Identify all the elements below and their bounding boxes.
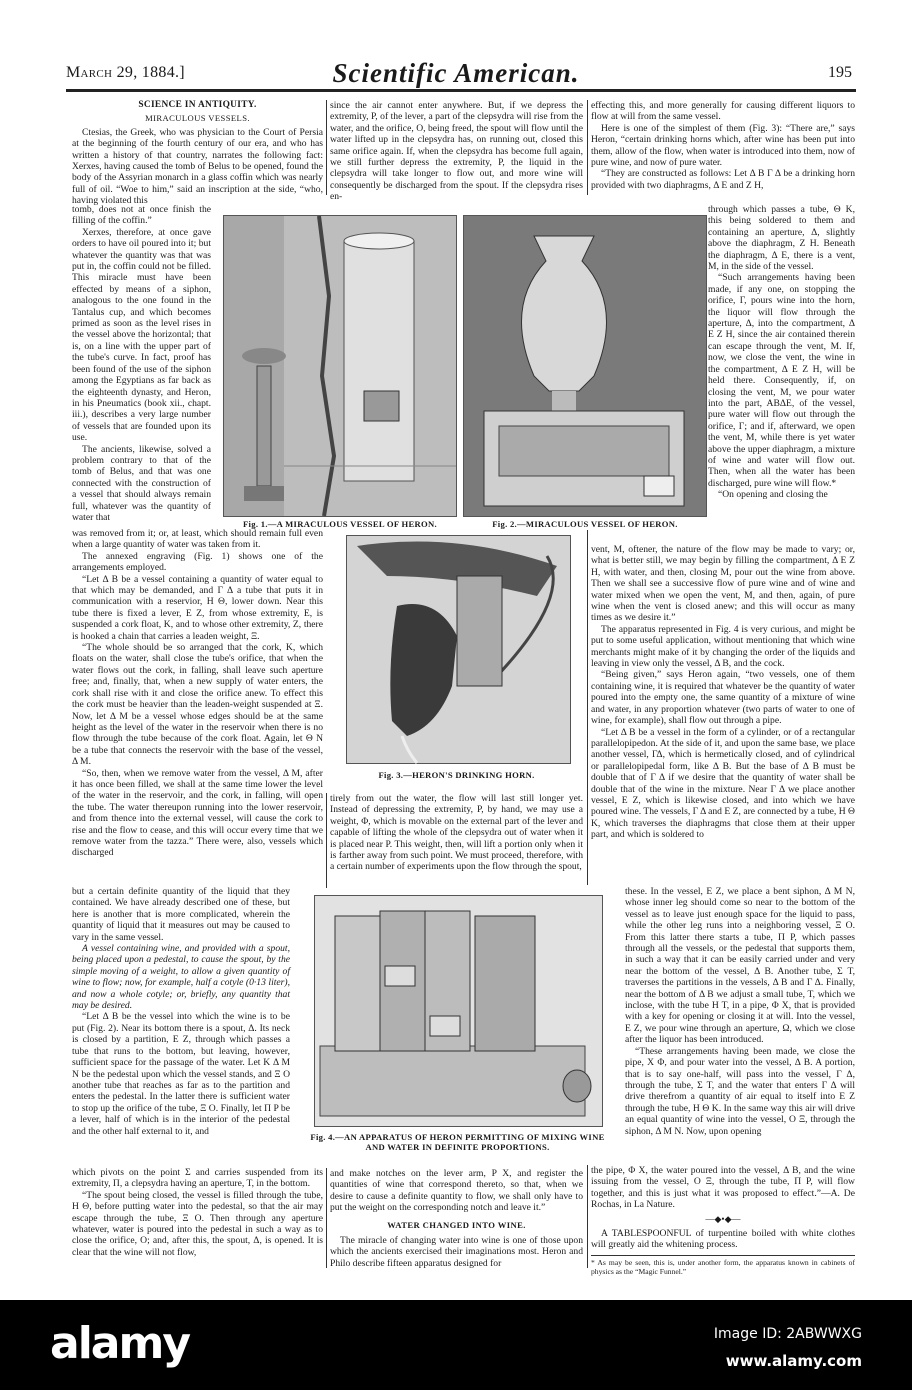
figure-3-caption: Fig. 3.—HERON'S DRINKING HORN. bbox=[378, 770, 535, 780]
figure-4-caption: Fig. 4.—AN APPARATUS OF HERON PERMITTING OF MIXING WINE AND WATER IN DEFINITE PROPORTIONS. bbox=[310, 1132, 605, 1152]
paragraph: “The whole should be so arranged that the cork, K, which floats on the water, shall close the tube's orifice, that when the water flows out the cork, in falling, shall leave such aperture free; and, finally, that, when a new supply of water enters, the cork shall rise with it and close the orifice anew. To effect this the cork must be heavier than the leaden-weight suspended at Ξ. Now, let Δ M be a vessel whose edges should be at the same height as the level of the water in the reservoir when there is no flow through the tube because of the cork float. Again, let Θ N be a tube that connects the reservoir with the base of the vessel, Δ M. bbox=[72, 642, 323, 768]
paragraph: “These arrangements having been made, we close the pipe, X Φ, and pour water into the vessel, Δ B. A portion, that is to say one-half, will pass into the vessel, Γ Δ, through the tube, Σ T, and the water that enters Γ Δ will drive therefrom a quantity of air equal to itself into E Z through the tube, H Θ K. In the same way this air will drive an equal quantity of wine into the vessel, O Ξ, through the siphon, Δ M N. Now, upon opening bbox=[625, 1045, 855, 1137]
middle-text-bottom bbox=[330, 1168, 583, 1270]
left-narrow-text-lower bbox=[72, 886, 290, 1166]
right-text-bottom bbox=[591, 1165, 855, 1275]
paragraph: “Such arrangements having been made, if any one, on stopping the orifice, Γ, pours wine into the horn, the liquor will flow through the aperture, Δ, into the compartment, Δ E Z H, since the air contained therein can escape through the vent, M. If, now, we close the vent, the wine in the compartment, Δ E Z H, will be held there. Consequently, if, on closing the vent, M, we pour water into the part, ABΔE, of the vessel, pure water will flow out through the orifice, Γ; and if, afterward, we open the vent, M, while there is yet water above the upper diaphragm, a mixture of wine and water will flow out. Then, when all the water has been discharged, pure wine will flow.* bbox=[708, 272, 855, 489]
paragraph: and make notches on the lever arm, P X, and register the quantities of wine that correspond thereto, so that, when we desire to cause a definite quantity to flow, we shall only have to put the weight on the corresponding notch and leave it.” bbox=[330, 1168, 583, 1214]
article-title: SCIENCE IN ANTIQUITY. bbox=[138, 100, 257, 110]
paragraph: “Being given,” says Heron again, “two vessels, one of them containing wine, it is required that whatever be the quantity of water poured into the empty one, the same quantity of a mixture of wine and water, in any proportion whatever (two parts of water to one of wine, for example), shall flow out through a pipe. bbox=[591, 669, 855, 727]
paragraph: effecting this, and more generally for causing different liquors to flow at will from the same vessel. bbox=[591, 100, 855, 123]
column-divider bbox=[326, 1168, 327, 1268]
column-divider bbox=[326, 100, 327, 195]
right-narrow-text-lower bbox=[625, 886, 855, 1164]
alamy-logo: alamy bbox=[50, 1318, 189, 1369]
column-divider bbox=[587, 1165, 588, 1268]
paragraph: the pipe, Φ X, the water poured into the vessel, Δ B, and the wine issuing from the vessel, O Ξ, through the tube, Π P, will flow together, and this is just what it was proposed to effect.”—A. De Rochas, in La Nature. bbox=[591, 1165, 855, 1211]
figure-2-engraving bbox=[463, 215, 707, 517]
paragraph: “They are constructed as follows: Let Δ B Γ Δ be a drinking horn provided with two diaphragms, Δ E and Z H, bbox=[591, 168, 855, 191]
page-number: 195 bbox=[828, 64, 852, 81]
paragraph: vent, M, oftener, the nature of the flow may be made to vary; or, what is better still, we may begin by filling the compartment, Δ E Z H, with water, and then, closing M, pour out the wine from above. Then we shall see a successive flow of pure wine and of wine and water mixed when we open the vent, M, and then, again, of pure wine when the vent is closed anew; and this will occur as many times as we desire it.” bbox=[591, 544, 855, 624]
paragraph: The apparatus represented in Fig. 4 is very curious, and might be put to some useful application, without mentioning that which wine merchants might make of it by changing the order of the liquids and leaving in view only the vessel, Δ B, and the cock. bbox=[591, 623, 855, 670]
middle-text-top bbox=[330, 100, 583, 203]
site-url: www.alamy.com bbox=[725, 1352, 862, 1370]
image-id: Image ID: 2ABWWXG bbox=[713, 1326, 862, 1342]
figure-3-engraving bbox=[346, 535, 571, 764]
paragraph: Xerxes, therefore, at once gave orders to have oil poured into it; but whatever the quantity was that was put in, the coffin could not be filled. This miracle must have been effected by means of a siphon, analogous to the one found in the Tantalus cup, and which becomes primed as soon as the level rises in the vessel above the horizontal; that is, on a line with the upper part of the tube's curve. In fact, proof has been found of the use of the siphon among the Egyptians as far back as the eighteenth dynasty, and Heron, in his Pneumatics (book xii., chapt. iii.), describes a very large number of vessels that are founded upon its use. bbox=[72, 226, 211, 444]
paragraph: Here is one of the simplest of them (Fig. 3): “There are,” says Heron, “certain drinking horns which, after wine has been put into them, allow of the flow, when water is introduced into them, now of pure wine, and now of pure water. bbox=[591, 122, 855, 169]
right-narrow-text bbox=[708, 204, 855, 544]
paragraph: through which passes a tube, Θ K, this being soldered to them and containing an aperture, Δ, slightly above the diaphragm, Z H. Beneath the diaphragm, Δ E, there is a vent, M, in the side of the vessel. bbox=[708, 204, 855, 273]
figure-2-caption: Fig. 2.—MIRACULOUS VESSEL OF HERON. bbox=[492, 519, 678, 529]
column-divider bbox=[587, 530, 588, 885]
paragraph: The ancients, likewise, solved a problem contrary to that of the tomb of Belus, and that was one connected with the construction of a vessel that should always remain full, whatever was the quantity of water that bbox=[72, 443, 211, 523]
header-rule bbox=[66, 89, 856, 92]
paragraph: “The spout being closed, the vessel is filled through the tube, H Θ, before putting water into the pedestal, so that the air may escape through the tube, Ξ O. Then through any aperture whatever, water is poured into the pedestal in such a way as to close the orifice, O; and, after this, the spout, Δ, is opened. It is clear that the wine will not flow, bbox=[72, 1189, 323, 1258]
figure-4-engraving bbox=[314, 895, 603, 1127]
paragraph: was removed from it; or, at least, which should remain full even when a large quantity of water was taken from it. bbox=[72, 528, 323, 551]
masthead: Scientific American. bbox=[332, 58, 580, 88]
paragraph: which pivots on the point Σ and carries suspended from its extremity, Π, a clepsydra having an aperture, T, in the bottom. bbox=[72, 1167, 323, 1190]
left-text bbox=[72, 528, 323, 884]
column-divider bbox=[587, 100, 588, 195]
figure-1-engraving bbox=[223, 215, 457, 517]
column-divider bbox=[326, 793, 327, 888]
left-narrow-text bbox=[72, 204, 211, 526]
issue-date: March 29, 1884.] bbox=[66, 64, 185, 81]
section-heading: WATER CHANGED INTO WINE. bbox=[387, 1219, 526, 1230]
article-subtitle: MIRACULOUS VESSELS. bbox=[145, 113, 250, 124]
paragraph: “Let Δ B be the vessel into which the wine is to be put (Fig. 2). Near its bottom there is a spout, Δ. Its neck is closed by a partition, E Z, through which passes a tube that runs to the bottom, but leaving, however, sufficient space for the passage of the water. Let K Δ M N be the pedestal upon which the vessel stands, and Ξ O another tube that reaches as far as to the partition and enters the pedestal. In the latter there is sufficient water to stop up the orifice of the tube, Ξ O. Finally, let Π P be a lever, half of which is in the interior of the pedestal and the other half external to it, and bbox=[72, 1011, 290, 1137]
paragraph: “Let Δ B be a vessel in the form of a cylinder, or of a rectangular parallelopipedon. At the side of it, and upon the same base, we place another vessel, ΓΔ, which is hermetically closed, and of cylindrical or parallelopipedal form, like Δ B. But the base of Δ B must be double that of Γ Δ if we desire that the quantity of water shall be double that of the wine in the mixture. Near Γ Δ we place another vessel, E Z, which is likewise closed, and into which we have poured wine. The vessels, Γ Δ and E Z, are connected by a tube, H Θ K, which traverses the diaphragms that close them at their upper part, and which is soldered to bbox=[591, 726, 855, 841]
paragraph: Ctesias, the Greek, who was physician to the Court of Persia at the beginning of the fourth century of our era, and who has written a history of that country, narrates the following fact: Xerxes, having caused the tomb of Belus to be opened, found the body of the Assyrian monarch in a glass coffin which was nearly full of oil. “Woe to him,” said an inscription at the side, “who, having violated this bbox=[72, 126, 323, 207]
middle-text bbox=[330, 793, 583, 886]
paragraph: The miracle of changing water into wine is one of those upon which the ancients exercised their imaginations most. Heron and Philo describe fifteen apparatus designed for bbox=[330, 1235, 583, 1269]
paragraph: “Let Δ B be a vessel containing a quantity of water equal to that which may be demanded, and Γ Δ a tube that puts it in communication with a reservior, H Θ, lower down. Near this tube there is fixed a lever, E Z, from whose extremity, E, is suspended a cork float, K, and to whose other extremity, Z, there is hooked a chain that carries a leaden weight, Ξ. bbox=[72, 573, 323, 642]
paragraph: tomb, does not at once finish the filling of the coffin.” bbox=[72, 204, 211, 227]
footnote: * As may be seen, this is, under another form, the apparatus known in cabinets of physics as the “Magic Funnel.” bbox=[591, 1255, 855, 1276]
ornament-divider: —◆•◆— bbox=[705, 1213, 741, 1224]
paragraph-italic: A vessel containing wine, and provided with a spout, being placed upon a pedestal, to cause the spout, by the simple moving of a weight, to allow a given quantity of wine to flow; now, for example, half a cotyle (0·13 liter), and now a whole cotyle; or, briefly, any quantity that may be desired. bbox=[72, 943, 290, 1012]
right-text-top bbox=[591, 100, 855, 202]
paragraph: “So, then, when we remove water from the vessel, Δ M, after it has once been filled, we shall at the same time lower the level of the water in the reservoir, and the cork, in falling, will open the tube. The water thereupon running into the lower reservoir, and from thence into the external vessel, will cause the cork to rise and the flow to cease, and this will occur every time that we remove water from the tazza.” There were, also, vessels which discharged bbox=[72, 767, 323, 859]
figure-1-caption: Fig. 1.—A MIRACULOUS VESSEL OF HERON. bbox=[243, 519, 437, 529]
paragraph: tirely from out the water, the flow will last still longer yet. Instead of depressing the extremity, P, by hand, we may use a weight, Φ, which is movable on the external part of the lever and capable of lifting the whole of the clepsydra out of water when it is placed near P. This weight, then, will lift a portion only when it is farther away from such point. We must proceed, therefore, with a certain number of experiments upon the flow through the spout, bbox=[330, 793, 583, 873]
left-text-bottom bbox=[72, 1167, 323, 1270]
paragraph: “On opening and closing the bbox=[718, 489, 828, 501]
watermark-bar bbox=[0, 1300, 912, 1390]
right-text bbox=[591, 544, 855, 886]
note: A TABLESPOONFUL of turpentine boiled with white clothes will greatly aid the whitening process. bbox=[591, 1228, 855, 1251]
paragraph: these. In the vessel, E Z, we place a bent siphon, Δ M N, whose inner leg should come so near to the bottom of the vessel as to leave just enough space for the liquid to pass, while the other leg runs into a neighboring vessel, Ξ O. From this latter there starts a tube, Π P, which passes through all the vessels, or the pedestal that supports them, in such a way that it can be easily carried under and very near the bottom of the vessel, Δ B. Another tube, Σ T, traverses the partitions in the vessels, Δ B and Γ Δ. Finally, near the bottom of Δ B we adjust a small tube, T, which we inclose, with the tube H T, in a pipe, Φ X, that is provided with a key for opening or closing it at will. Into the vessel, E Z, we pour wine through an aperture, Ω, which we close after the liquor has been introduced. bbox=[625, 886, 855, 1046]
article-intro bbox=[72, 100, 323, 207]
paragraph: The annexed engraving (Fig. 1) shows one of the arrangements employed. bbox=[72, 550, 323, 574]
paragraph: since the air cannot enter anywhere. But, if we depress the extremity, P, of the lever, a part of the clepsydra will rise from the water, and the orifice, O, being freed, the spout will flow until the water lifted up in the clepsydra has, on running out, closed this same orifice again. If, when the clepsydra has become full again, we still further depress the extremity, P, the liquid in the clepsydra will take longer to flow out, and more wine will consequently be discharged from the spout. If the clepsydra rises en- bbox=[330, 100, 583, 203]
paragraph: but a certain definite quantity of the liquid that they contained. We have already described one of these, but here is another that is more complicated, wherein the quantity of liquid that it measures out may be caused to vary in the same vessel. bbox=[72, 886, 290, 943]
